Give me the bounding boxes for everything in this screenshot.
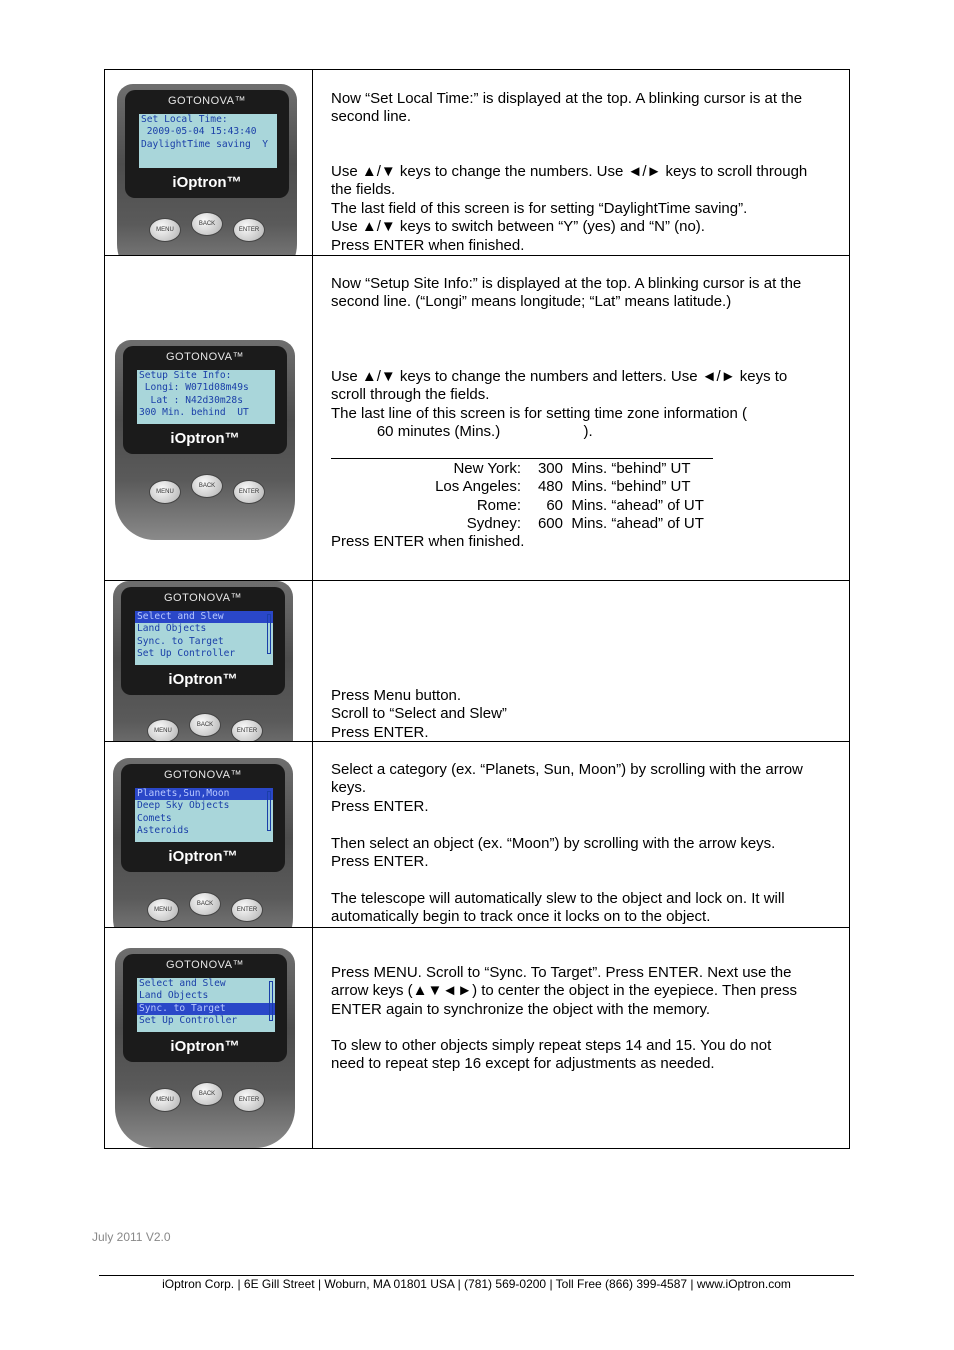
back-button: BACK (191, 474, 223, 498)
lcd-screen (135, 611, 273, 665)
lcd-screen (135, 788, 273, 842)
instruction-text-cell (313, 256, 849, 580)
handset-photo-cell (105, 742, 313, 927)
handset-photo-cell (105, 928, 313, 1148)
paragraph: Now “Setup Site Info:” is displayed at the top. A blinking cursor is at the second line. (“Longi” means longitude; “Lat” means latitude.) (331, 275, 802, 311)
footer-address: iOptron Corp. | 6E Gill Street | Woburn, MA 01801 USA | (781) 569-0200 | Toll Free (866) 399-4587 | www.iOptron.com (162, 1277, 791, 1291)
lcd-line: Asteroids (137, 825, 189, 837)
timezone-row: Rome: 60 Mins. “ahead” of UT (476, 496, 704, 514)
paragraph: The telescope will automatically slew to the object and lock on. It will automatically begin to track once it locks on to the object. (331, 890, 785, 926)
lcd-line: Set Up Controller (137, 648, 236, 660)
timezone-table (331, 460, 704, 534)
paragraph: Then select an object (ex. “Moon”) by scrolling with the arrow keys. Press ENTER. (331, 835, 776, 871)
menu-button: MENU (147, 719, 179, 741)
paragraph: Press ENTER when finished. (331, 533, 525, 550)
back-button: BACK (189, 713, 221, 737)
enter-button: ENTER (233, 480, 265, 504)
timezone-row: Los Angeles: 480 Mins. “behind” UT (435, 478, 691, 496)
menu-button: MENU (149, 480, 181, 504)
instruction-text-cell (313, 928, 849, 1148)
lcd-line: DaylightTime saving Y (141, 138, 269, 150)
instruction-text-cell (313, 742, 849, 927)
paragraph: Press Menu button. Scroll to “Select and Slew” Press ENTER. (331, 687, 507, 741)
brand-label: GOTONOVA™ (165, 351, 245, 363)
handset-photo-cell (105, 70, 313, 255)
timezone-row: New York: 300 Mins. “behind” UT (453, 460, 691, 477)
instruction-text-cell (313, 581, 849, 741)
back-button: BACK (191, 1082, 223, 1106)
handset-photo-cell (105, 256, 313, 580)
divider (331, 458, 713, 459)
lcd-line: 2009-05-04 15:43:40 (141, 126, 257, 138)
enter-button: ENTER (233, 218, 265, 242)
step-row (105, 742, 849, 928)
lcd-line: 300 Min. behind UT (139, 407, 249, 419)
instruction-text-cell (313, 70, 849, 255)
lcd-line: Longi: W071d08m49s (139, 382, 249, 394)
lcd-screen (139, 114, 277, 168)
ioptron-logo: iOptron™ (172, 174, 242, 191)
enter-button: ENTER (233, 1088, 265, 1112)
enter-button: ENTER (231, 719, 263, 741)
lcd-line: Select and Slew (139, 978, 226, 989)
handset-photo-cell (105, 581, 313, 741)
brand-label: GOTONOVA™ (163, 592, 243, 604)
menu-button: MENU (147, 898, 179, 922)
lcd-line: Set Up Controller (139, 1015, 238, 1027)
paragraph: To slew to other objects simply repeat steps 14 and 15. You do not need to repeat step 16 except for adjustments as needed. (331, 1037, 772, 1073)
handset-photo (113, 758, 293, 927)
lcd-screen (137, 370, 275, 424)
lcd-line-selected: Sync. to Target (137, 1003, 275, 1015)
step-row (105, 70, 849, 256)
instruction-table (104, 69, 850, 1149)
step-row (105, 581, 849, 742)
brand-label: GOTONOVA™ (163, 769, 243, 781)
paragraph: Now “Set Local Time:” is displayed at the top. A blinking cursor is at the second line. (331, 90, 803, 126)
ioptron-logo: iOptron™ (170, 1038, 240, 1055)
scrollbar-indicator (269, 981, 273, 1021)
lcd-line: Land Objects (139, 990, 209, 1002)
lcd-line: Set Local Time: (141, 114, 228, 125)
step-row (105, 256, 849, 581)
menu-button: MENU (149, 1088, 181, 1112)
lcd-line: Land Objects (137, 623, 207, 635)
ioptron-logo: iOptron™ (170, 430, 240, 447)
lcd-line: Lat : N42d30m28s (139, 394, 243, 406)
lcd-line: Setup Site Info: (139, 370, 232, 381)
step-row (105, 928, 849, 1148)
lcd-line-selected: Planets,Sun,Moon (135, 788, 273, 800)
scrollbar-indicator (267, 614, 271, 654)
lcd-line: Deep Sky Objects (137, 800, 230, 812)
lcd-line: Comets (137, 812, 172, 824)
lcd-line-selected: Select and Slew (135, 611, 273, 623)
paragraph: Select a category (ex. “Planets, Sun, Moon”) by scrolling with the arrow keys. Press ENTER. (331, 761, 803, 815)
brand-label: GOTONOVA™ (165, 959, 245, 971)
lcd-line: Sync. to Target (137, 635, 224, 647)
handset-photo (113, 581, 293, 741)
back-button: BACK (191, 212, 223, 236)
lcd-screen (137, 978, 275, 1032)
scrollbar-indicator (267, 791, 271, 831)
handset-photo (117, 84, 297, 255)
paragraph: Press MENU. Scroll to “Sync. To Target”. Press ENTER. Next use the arrow keys (▲▼◄►) to center the object in the eyepiece. Then press ENTER again to synchronize the object with the memory. (331, 964, 797, 1018)
back-button: BACK (189, 892, 221, 916)
handset-photo (115, 340, 295, 540)
ioptron-logo: iOptron™ (168, 848, 238, 865)
brand-label: GOTONOVA™ (167, 95, 247, 107)
paragraph: Use ▲/▼ keys to change the numbers. Use ◄/► keys to scroll through the fields. The last field of this screen is for setting “DaylightTime saving”. Use ▲/▼ keys to switch between “Y” (yes) and “N” (no). Press ENTER when finished. (331, 163, 808, 254)
handset-photo (115, 948, 295, 1148)
enter-button: ENTER (231, 898, 263, 922)
menu-button: MENU (149, 218, 181, 242)
timezone-row: Sydney: 600 Mins. “ahead” of UT (466, 515, 704, 533)
ioptron-logo: iOptron™ (168, 671, 238, 688)
paragraph: Use ▲/▼ keys to change the numbers and letters. Use ◄/► keys to scroll through the fields. The last line of this screen is for setting time zone information ( 60 minutes (Mins.) ). (331, 368, 788, 441)
version-date: July 2011 V2.0 (92, 1230, 171, 1244)
